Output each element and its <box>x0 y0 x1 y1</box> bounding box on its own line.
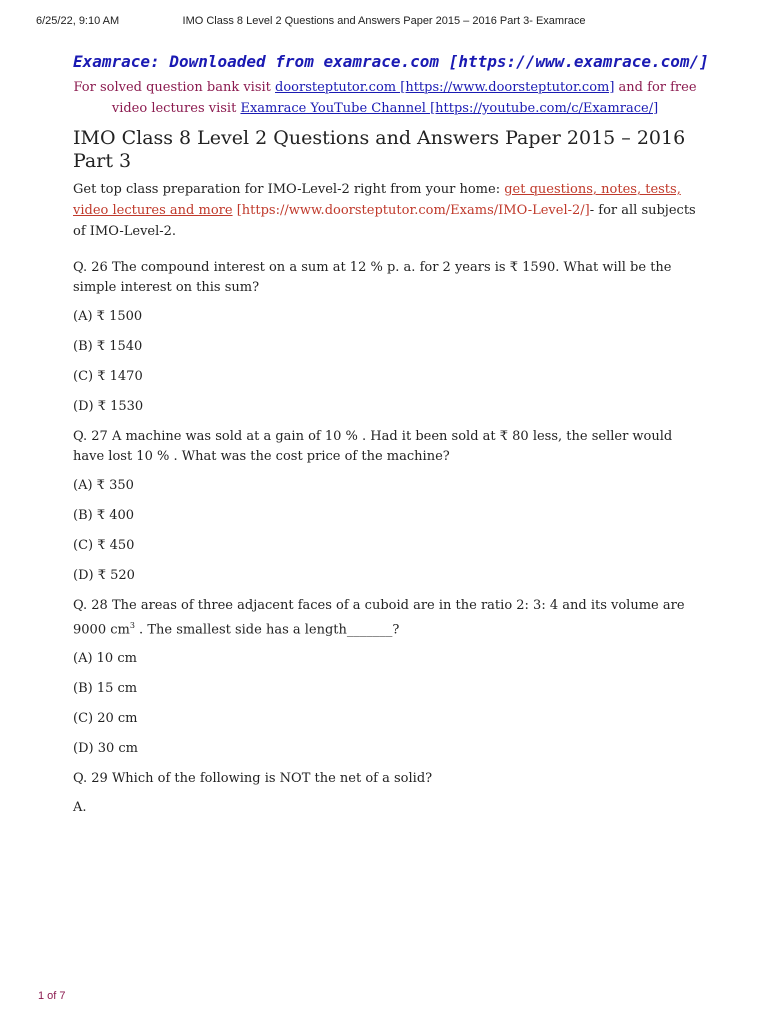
sub-banner <box>73 77 697 119</box>
intro-suffix: - for all subjects of IMO-Level-2. <box>73 203 696 239</box>
question-27 <box>73 427 697 586</box>
option: (D) ₹ 520 <box>73 568 135 583</box>
question-26 <box>73 258 697 417</box>
option: A. <box>73 800 87 816</box>
page-title: IMO Class 8 Level 2 Questions and Answers Paper 2015 – 2016 Part 3 <box>73 127 686 172</box>
intro-link[interactable]: get questions, notes, tests, video lectures and more <box>73 182 681 218</box>
question-text-end: . The smallest side has a length_______? <box>134 622 400 638</box>
question-29 <box>73 769 697 818</box>
option: (A) ₹ 1500 <box>73 309 143 324</box>
source-banner: Examrace: Downloaded from examrace.com [https://www.examrace.com/] <box>73 52 709 71</box>
question-text: Q. 29 Which of the following is NOT the net of a solid? <box>73 771 433 787</box>
option: (D) ₹ 1530 <box>73 399 144 414</box>
doorsteptutor-link[interactable]: doorsteptutor.com [https://www.doorsteptutor.com] <box>275 80 615 95</box>
print-title: IMO Class 8 Level 2 Questions and Answers Paper 2015 – 2016 Part 3- Examrace <box>182 15 586 27</box>
intro-prefix: Get top class preparation for IMO-Level-2 right from your home: <box>73 182 505 197</box>
question-text <box>73 596 697 640</box>
option: (D) 30 cm <box>73 741 138 757</box>
option: (C) ₹ 1470 <box>73 369 143 384</box>
option: (C) 20 cm <box>73 711 138 727</box>
question-28 <box>73 596 697 759</box>
option: (B) ₹ 400 <box>73 508 135 523</box>
option: (C) ₹ 450 <box>73 538 135 553</box>
question-text: Q. 27 A machine was sold at a gain of 10 % . Had it been sold at ₹ 80 less, the seller would have lost 10 % . What was the cost price of the machine? <box>73 429 673 464</box>
print-date: 6/25/22, 9:10 AM <box>36 15 120 27</box>
sub-banner-prefix: For solved question bank visit <box>73 80 276 95</box>
cubic-superscript: 3 <box>129 621 135 630</box>
sub-banner-middle: and for free video lectures visit <box>111 80 697 116</box>
option: (B) 15 cm <box>73 681 138 697</box>
document-body <box>73 52 709 828</box>
page-number: 1 of 7 <box>38 990 66 1002</box>
intro-link-url[interactable]: [https://www.doorsteptutor.com/Exams/IMO-Level-2/] <box>232 203 590 218</box>
question-text-main: Q. 28 The areas of three adjacent faces of a cuboid are in the ratio 2: 3: 4 and its volume are 9000 cm <box>73 598 685 638</box>
intro-paragraph <box>73 179 697 242</box>
option: (A) ₹ 350 <box>73 478 134 493</box>
option: (B) ₹ 1540 <box>73 339 143 354</box>
youtube-channel-link[interactable]: Examrace YouTube Channel [https://youtube.com/c/Examrace/] <box>240 101 659 116</box>
option: (A) 10 cm <box>73 651 137 667</box>
question-text: Q. 26 The compound interest on a sum at 12 % p. a. for 2 years is ₹ 1590. What will be the simple interest on this sum? <box>73 260 672 295</box>
